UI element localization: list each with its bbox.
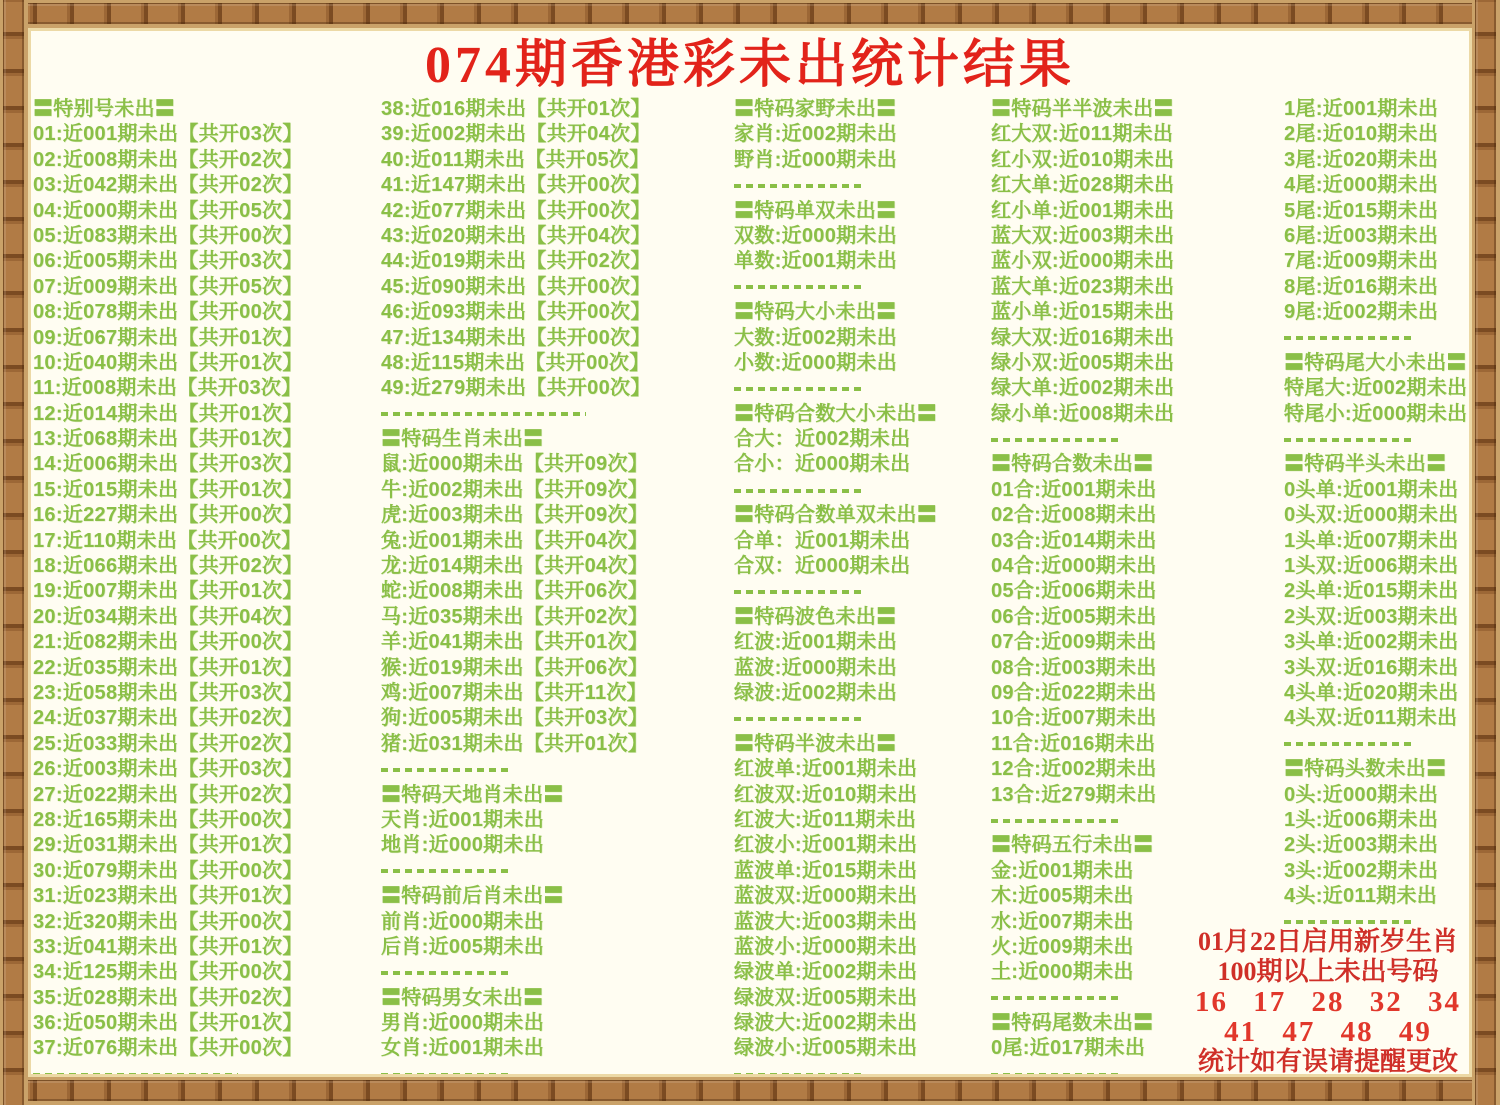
section-header: 〓特码家野未出〓 <box>734 98 897 120</box>
section-header: 〓特码尾大小未出〓 <box>1284 351 1467 374</box>
stat-line: 20:近034期未出【共开04次】 <box>33 605 303 628</box>
stat-line: 特尾小:近000期未出 <box>1284 402 1468 425</box>
stat-line: 36:近050期未出【共开01次】 <box>33 1012 303 1035</box>
section-header: 〓特码大小未出〓 <box>734 301 897 324</box>
stat-line: 4头单:近020期未出 <box>1284 681 1459 704</box>
stat-line: 18:近066期未出【共开02次】 <box>33 555 303 578</box>
stat-line: 狗:近005期未出【共开03次】 <box>381 707 649 730</box>
stat-line: 马:近035期未出【共开02次】 <box>381 605 649 628</box>
stat-line: 单数:近001期未出 <box>734 250 898 273</box>
stat-line: 火:近009期未出 <box>991 935 1134 958</box>
stat-line: 31:近023期未出【共开01次】 <box>33 885 303 908</box>
stat-line: 女肖:近001期未出 <box>381 1037 545 1060</box>
stat-line: 08:近078期未出【共开00次】 <box>33 301 303 324</box>
section-header: 〓特码合数单双未出〓 <box>734 504 937 527</box>
footer-line-correction: 统计如有误请提醒更改 <box>1197 1047 1458 1076</box>
stat-line: 4尾:近000期未出 <box>1284 174 1439 197</box>
stat-line: 3尾:近020期未出 <box>1284 148 1439 171</box>
stat-line: 19:近007期未出【共开01次】 <box>33 580 303 603</box>
stat-line: 44:近019期未出【共开02次】 <box>381 250 651 273</box>
stat-line: 21:近082期未出【共开00次】 <box>33 631 303 654</box>
stat-line: 10:近040期未出【共开01次】 <box>33 351 303 374</box>
stat-line: 43:近020期未出【共开04次】 <box>381 224 651 247</box>
stat-line: 大数:近002期未出 <box>734 326 898 349</box>
stat-line: 03合:近014期未出 <box>991 529 1157 552</box>
stat-line: 2头:近003期未出 <box>1284 834 1439 857</box>
stat-line: 02合:近008期未出 <box>991 504 1157 527</box>
column-5 <box>1284 97 1469 935</box>
separator <box>381 859 721 884</box>
separator <box>734 706 979 731</box>
stat-line: 13:近068期未出【共开01次】 <box>33 428 303 451</box>
stat-line: 22:近035期未出【共开01次】 <box>33 656 303 679</box>
separator <box>1284 732 1469 757</box>
stat-line: 前肖:近000期未出 <box>381 910 545 933</box>
section-header: 〓特码前后肖未出〓 <box>381 885 564 908</box>
stat-line: 41:近147期未出【共开00次】 <box>381 174 651 197</box>
separator <box>734 376 979 401</box>
section-header: 〓特码半波未出〓 <box>734 732 897 755</box>
separator <box>1284 427 1469 452</box>
separator <box>381 1062 721 1077</box>
stat-line: 27:近022期未出【共开02次】 <box>33 783 303 806</box>
stat-line: 4头:近011期未出 <box>1284 885 1438 908</box>
stat-line: 45:近090期未出【共开00次】 <box>381 275 651 298</box>
separator <box>734 579 979 604</box>
stat-line: 特尾大:近002期未出 <box>1284 377 1468 400</box>
stat-line: 0头双:近000期未出 <box>1284 504 1459 527</box>
stat-line: 红波小:近001期未出 <box>734 834 918 857</box>
section-header: 〓特码天地肖未出〓 <box>381 783 564 806</box>
stat-line: 2头双:近003期未出 <box>1284 605 1459 628</box>
stat-line: 男肖:近000期未出 <box>381 1012 545 1035</box>
stat-line: 8尾:近016期未出 <box>1284 275 1439 298</box>
stat-line: 23:近058期未出【共开03次】 <box>33 681 303 704</box>
stat-line: 小数:近000期未出 <box>734 351 898 374</box>
stat-line: 绿大单:近002期未出 <box>991 377 1175 400</box>
stat-line: 绿波双:近005期未出 <box>734 986 918 1009</box>
separator <box>991 808 1226 833</box>
stat-line: 17:近110期未出【共开00次】 <box>33 529 302 552</box>
stats-sheet <box>28 28 1472 1077</box>
stat-line: 11:近008期未出【共开03次】 <box>33 377 302 400</box>
stat-line: 04合:近000期未出 <box>991 555 1157 578</box>
stat-line: 5尾:近015期未出 <box>1284 199 1439 222</box>
stat-line: 1头双:近006期未出 <box>1284 555 1459 578</box>
separator <box>381 960 721 985</box>
stat-line: 绿波单:近002期未出 <box>734 961 918 984</box>
stat-line: 10合:近007期未出 <box>991 707 1157 730</box>
stat-line: 14:近006期未出【共开03次】 <box>33 453 303 476</box>
stat-line: 37:近076期未出【共开00次】 <box>33 1037 303 1060</box>
stat-line: 06合:近005期未出 <box>991 605 1157 628</box>
stat-line: 26:近003期未出【共开03次】 <box>33 758 303 781</box>
stat-line: 3头双:近016期未出 <box>1284 656 1459 679</box>
stat-line: 蓝大双:近003期未出 <box>991 224 1175 247</box>
stat-line: 07合:近009期未出 <box>991 631 1157 654</box>
stat-line: 野肖:近000期未出 <box>734 148 898 171</box>
stat-line: 05合:近006期未出 <box>991 580 1157 603</box>
stat-line: 24:近037期未出【共开02次】 <box>33 707 303 730</box>
stat-line: 06:近005期未出【共开03次】 <box>33 250 303 273</box>
stat-line: 兔:近001期未出【共开04次】 <box>381 529 649 552</box>
stat-line: 1头:近006期未出 <box>1284 808 1439 831</box>
stat-line: 合小：近000期未出 <box>734 453 911 476</box>
stat-line: 蓝小双:近000期未出 <box>991 250 1175 273</box>
stat-line: 红波单:近001期未出 <box>734 758 918 781</box>
separator <box>734 173 979 198</box>
section-header: 〓特码男女未出〓 <box>381 986 544 1009</box>
wood-frame-left <box>0 0 28 1105</box>
stat-line: 虎:近003期未出【共开09次】 <box>381 504 649 527</box>
stat-line: 合单：近001期未出 <box>734 529 911 552</box>
stat-line: 47:近134期未出【共开00次】 <box>381 326 651 349</box>
stat-line: 水:近007期未出 <box>991 910 1134 933</box>
stat-line: 29:近031期未出【共开01次】 <box>33 834 303 857</box>
stat-line: 绿波大:近002期未出 <box>734 1012 918 1035</box>
separator <box>734 478 979 503</box>
section-header: 〓特码波色未出〓 <box>734 605 897 628</box>
stat-line: 16:近227期未出【共开00次】 <box>33 504 303 527</box>
stat-line: 天肖:近001期未出 <box>381 808 545 831</box>
footer-numbers-row1: 16 17 28 32 34 <box>1195 986 1461 1018</box>
stat-line: 4头双:近011期未出 <box>1284 707 1458 730</box>
section-header: 〓特码半头未出〓 <box>1284 453 1447 476</box>
stat-line: 蛇:近008期未出【共开06次】 <box>381 580 649 603</box>
stat-line: 39:近002期未出【共开04次】 <box>381 123 651 146</box>
stat-line: 金:近001期未出 <box>991 859 1134 882</box>
wood-frame-right <box>1472 0 1500 1105</box>
stat-line: 0头:近000期未出 <box>1284 783 1439 806</box>
stat-line: 12:近014期未出【共开01次】 <box>33 402 303 425</box>
footer-line-zodiac-date: 01月22日启用新岁生肖 <box>1197 927 1458 956</box>
stat-line: 红小双:近010期未出 <box>991 148 1175 171</box>
stat-line: 02:近008期未出【共开02次】 <box>33 148 303 171</box>
stat-line: 34:近125期未出【共开00次】 <box>33 961 303 984</box>
separator <box>991 427 1226 452</box>
stat-line: 05:近083期未出【共开00次】 <box>33 224 303 247</box>
stat-line: 1头单:近007期未出 <box>1284 529 1459 552</box>
stat-line: 2尾:近010期未出 <box>1284 123 1439 146</box>
stat-line: 3头:近002期未出 <box>1284 859 1439 882</box>
section-header: 〓特码尾数未出〓 <box>991 1012 1154 1035</box>
separator <box>1284 326 1469 351</box>
footer-notice <box>1181 927 1472 1077</box>
wood-frame-top <box>0 0 1500 28</box>
stat-line: 09合:近022期未出 <box>991 681 1157 704</box>
stat-line: 15:近015期未出【共开01次】 <box>33 478 303 501</box>
stat-line: 蓝大单:近023期未出 <box>991 275 1175 298</box>
page-title: 074期香港彩未出统计结果 <box>424 37 1075 94</box>
stat-line: 09:近067期未出【共开01次】 <box>33 326 303 349</box>
stat-line: 30:近079期未出【共开00次】 <box>33 859 303 882</box>
stat-line: 木:近005期未出 <box>991 885 1134 908</box>
stat-line: 蓝波双:近000期未出 <box>734 885 918 908</box>
column-3 <box>734 97 979 1077</box>
stat-line: 01:近001期未出【共开03次】 <box>33 123 303 146</box>
separator <box>381 757 721 782</box>
stat-line: 绿波小:近005期未出 <box>734 1037 918 1060</box>
stat-line: 蓝波大:近003期未出 <box>734 910 918 933</box>
stat-line: 0头单:近001期未出 <box>1284 478 1459 501</box>
stat-line: 双数:近000期未出 <box>734 224 898 247</box>
stat-line: 08合:近003期未出 <box>991 656 1157 679</box>
separator <box>734 1062 979 1077</box>
stat-line: 蓝波:近000期未出 <box>734 656 898 679</box>
stat-line: 7尾:近009期未出 <box>1284 250 1439 273</box>
section-header: 〓特别号未出〓 <box>33 98 176 120</box>
stat-line: 猴:近019期未出【共开06次】 <box>381 656 649 679</box>
stat-line: 绿波:近002期未出 <box>734 681 898 704</box>
stat-line: 红大单:近028期未出 <box>991 174 1175 197</box>
stat-line: 红大双:近011期未出 <box>991 123 1174 146</box>
stat-line: 33:近041期未出【共开01次】 <box>33 935 303 958</box>
footer-numbers-row2: 41 47 48 49 <box>1224 1016 1432 1048</box>
stat-line: 合大：近002期未出 <box>734 428 911 451</box>
column-1 <box>33 97 373 1077</box>
stat-line: 土:近000期未出 <box>991 961 1134 984</box>
column-2 <box>381 97 721 1077</box>
stat-line: 蓝波小:近000期未出 <box>734 935 918 958</box>
section-header: 〓特码单双未出〓 <box>734 199 897 222</box>
stat-line: 28:近165期未出【共开00次】 <box>33 808 303 831</box>
stat-line: 12合:近002期未出 <box>991 758 1157 781</box>
footer-line-over100: 100期以上未出号码 <box>1217 957 1439 986</box>
section-header: 〓特码生肖未出〓 <box>381 428 544 451</box>
stat-line: 鸡:近007期未出【共开11次】 <box>381 681 647 704</box>
section-header: 〓特码半半波未出〓 <box>991 98 1174 120</box>
stat-line: 蓝波单:近015期未出 <box>734 859 918 882</box>
stat-line: 蓝小单:近015期未出 <box>991 301 1175 324</box>
stat-line: 鼠:近000期未出【共开09次】 <box>381 453 649 476</box>
separator <box>381 402 721 427</box>
stat-line: 42:近077期未出【共开00次】 <box>381 199 651 222</box>
stat-line: 猪:近031期未出【共开01次】 <box>381 732 649 755</box>
separator <box>33 1062 373 1077</box>
stat-line: 羊:近041期未出【共开01次】 <box>381 631 649 654</box>
stat-line: 2头单:近015期未出 <box>1284 580 1459 603</box>
stat-line: 9尾:近002期未出 <box>1284 301 1439 324</box>
stat-line: 6尾:近003期未出 <box>1284 224 1439 247</box>
stat-line: 25:近033期未出【共开02次】 <box>33 732 303 755</box>
stat-line: 11合:近016期未出 <box>991 732 1156 755</box>
stat-line: 龙:近014期未出【共开04次】 <box>381 555 649 578</box>
stat-line: 红波:近001期未出 <box>734 631 898 654</box>
section-header: 〓特码合数大小未出〓 <box>734 402 937 425</box>
stat-line: 32:近320期未出【共开00次】 <box>33 910 303 933</box>
stat-line: 绿大双:近016期未出 <box>991 326 1175 349</box>
stat-line: 后肖:近005期未出 <box>381 935 545 958</box>
section-header: 〓特码合数未出〓 <box>991 453 1154 476</box>
stat-line: 1尾:近001期未出 <box>1284 98 1439 120</box>
stat-line: 合双：近000期未出 <box>734 555 911 578</box>
stat-line: 红波双:近010期未出 <box>734 783 918 806</box>
stat-line: 07:近009期未出【共开05次】 <box>33 275 303 298</box>
stat-line: 绿小单:近008期未出 <box>991 402 1175 425</box>
stat-line: 38:近016期未出【共开01次】 <box>381 98 651 120</box>
stat-line: 家肖:近002期未出 <box>734 123 898 146</box>
stat-line: 03:近042期未出【共开02次】 <box>33 174 303 197</box>
stat-line: 46:近093期未出【共开00次】 <box>381 301 651 324</box>
stat-line: 49:近279期未出【共开00次】 <box>381 377 651 400</box>
stat-line: 0尾:近017期未出 <box>991 1037 1146 1060</box>
stat-line: 红小单:近001期未出 <box>991 199 1175 222</box>
stat-line: 绿小双:近005期未出 <box>991 351 1175 374</box>
stat-line: 地肖:近000期未出 <box>381 834 545 857</box>
stat-line: 牛:近002期未出【共开09次】 <box>381 478 649 501</box>
section-header: 〓特码头数未出〓 <box>1284 758 1447 781</box>
stat-line: 35:近028期未出【共开02次】 <box>33 986 303 1009</box>
stat-line: 3头单:近002期未出 <box>1284 631 1459 654</box>
stat-line: 40:近011期未出【共开05次】 <box>381 148 650 171</box>
stat-line: 01合:近001期未出 <box>991 478 1157 501</box>
separator <box>734 275 979 300</box>
stat-line: 48:近115期未出【共开00次】 <box>381 351 650 374</box>
stat-line: 红波大:近011期未出 <box>734 808 917 831</box>
section-header: 〓特码五行未出〓 <box>991 834 1154 857</box>
stat-line: 13合:近279期未出 <box>991 783 1157 806</box>
stat-line: 04:近000期未出【共开05次】 <box>33 199 303 222</box>
wood-frame-bottom <box>0 1077 1500 1105</box>
